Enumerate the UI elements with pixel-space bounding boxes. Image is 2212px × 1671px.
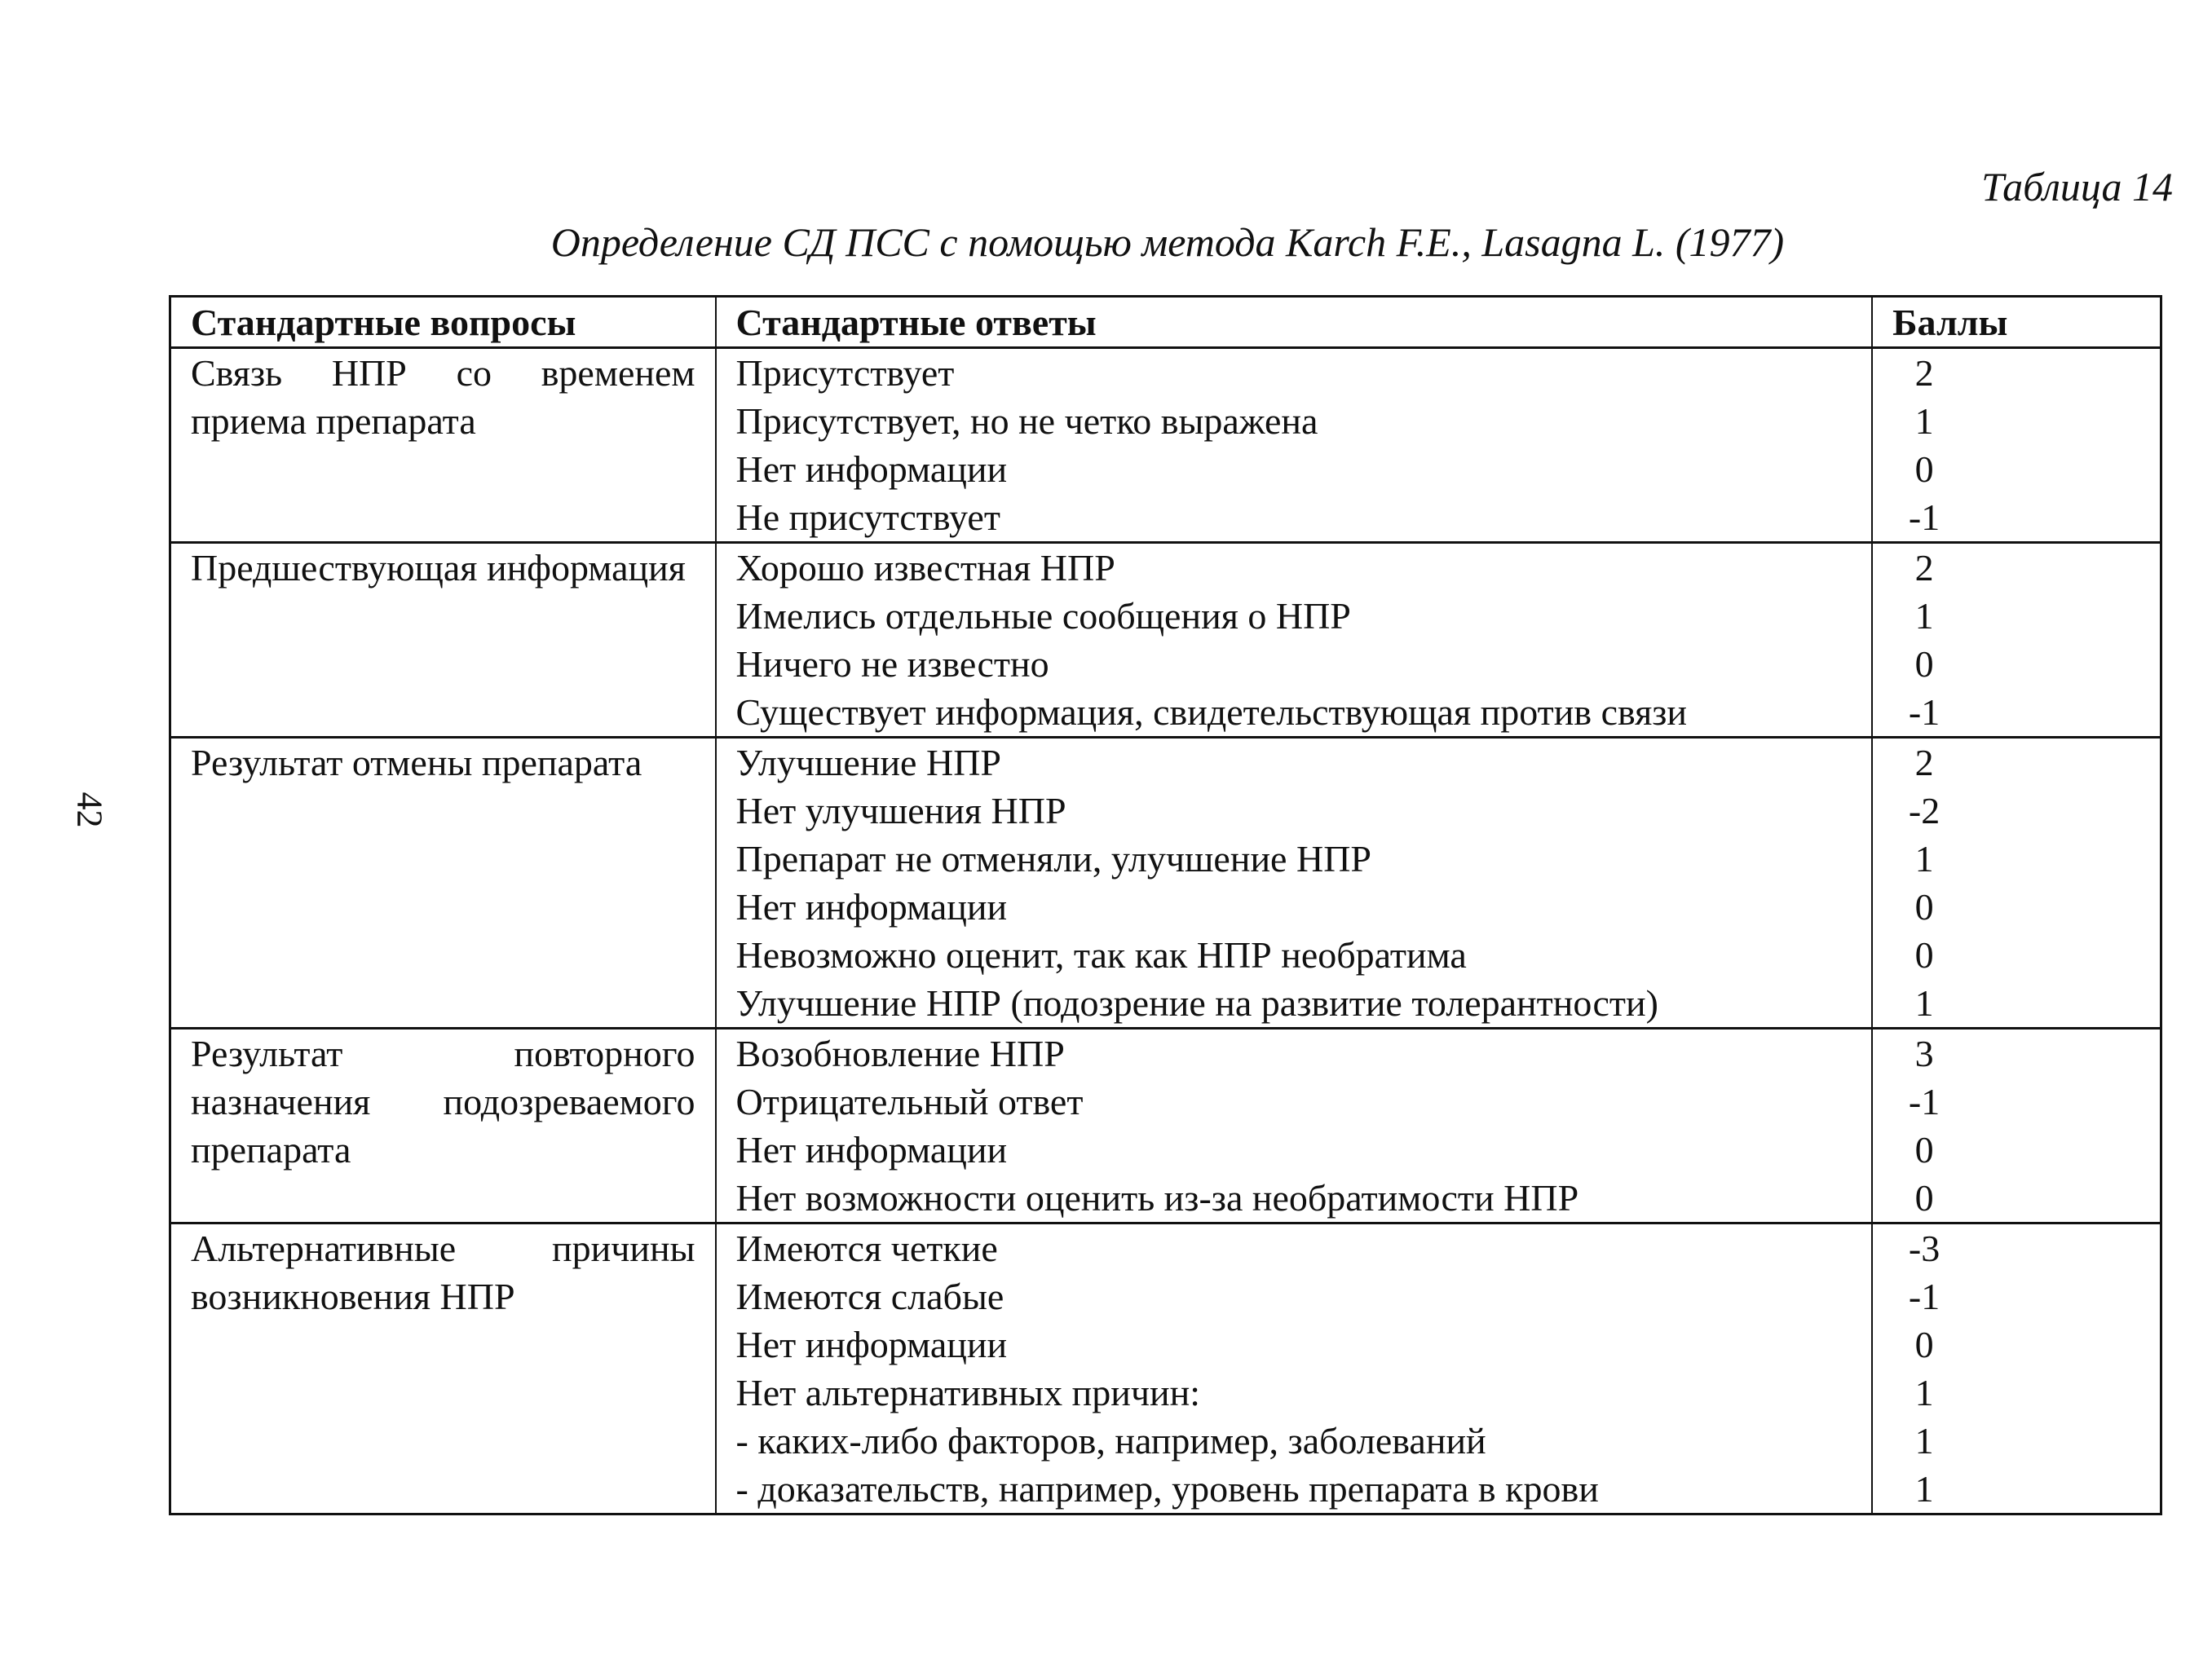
- header-answer: Стандартные ответы: [716, 297, 1873, 348]
- table-row: [170, 1223, 2161, 1514]
- table-row: [170, 738, 2161, 1029]
- answer-text: Присутствует: [735, 352, 955, 394]
- answer-text: Существует информация, свидетельствующая против связи: [735, 691, 1688, 733]
- table-row: [170, 348, 2161, 543]
- score-value: 0: [1914, 1129, 1934, 1171]
- answer-text: Не присутствует: [735, 496, 1000, 538]
- score-value: 1: [1914, 1420, 1934, 1462]
- question-group: [170, 348, 2161, 543]
- table-label: Таблица 14: [1981, 164, 2173, 209]
- answers-cell: [716, 1223, 1873, 1514]
- score-value: 0: [1914, 934, 1934, 976]
- answers-cell: [716, 543, 1873, 738]
- score-value: 0: [1914, 448, 1934, 490]
- score-value: 0: [1914, 1324, 1934, 1365]
- answer-text: Улучшение НПР (подозрение на развитие толерантности): [735, 982, 1658, 1024]
- score-value: -1: [1908, 1276, 1940, 1317]
- answer-text: Нет информации: [735, 1129, 1008, 1171]
- score-value: -1: [1908, 691, 1940, 733]
- page-number: 42: [69, 791, 110, 828]
- question-cell: Результат повторного назначения подозреваемого препарата: [170, 1029, 716, 1223]
- score-value: 0: [1914, 643, 1934, 685]
- header-score: Баллы: [1872, 297, 2161, 348]
- score-value: 3: [1914, 1033, 1934, 1074]
- answer-text: Присутствует, но не четко выражена: [735, 400, 1318, 442]
- answer-text: Нет улучшения НПР: [735, 790, 1066, 831]
- answer-text: Имелись отдельные сообщения о НПР: [735, 595, 1351, 637]
- question-cell: Альтернативные причины возникновения НПР: [170, 1223, 716, 1514]
- answer-text: Ничего не известно: [735, 643, 1049, 685]
- answer-text: Невозможно оценит, так как НПР необратима: [735, 934, 1467, 976]
- score-value: 0: [1914, 1177, 1934, 1219]
- score-value: -1: [1908, 496, 1940, 538]
- header-question: Стандартные вопросы: [170, 297, 716, 348]
- answer-text: Нет информации: [735, 886, 1008, 928]
- causality-table: [169, 295, 2162, 1515]
- table-row: [170, 543, 2161, 738]
- score-value: -1: [1908, 1081, 1940, 1122]
- answer-text: - каких-либо факторов, например, заболеваний: [735, 1420, 1486, 1462]
- answers-cell: [716, 1029, 1873, 1223]
- score-value: 1: [1914, 1372, 1934, 1413]
- score-value: 1: [1914, 838, 1934, 880]
- score-value: 1: [1914, 400, 1934, 442]
- table-caption: Определение СД ПСС с помощью метода Karch F.E., Lasagna L. (1977): [550, 219, 1785, 265]
- answer-text: Имеются четкие: [735, 1228, 998, 1269]
- score-value: 2: [1914, 742, 1934, 783]
- scores-cell: [1872, 543, 2161, 738]
- scores-cell: [1872, 1029, 2161, 1223]
- answer-text: Препарат не отменяли, улучшение НПР: [735, 838, 1371, 880]
- question-group: [170, 1223, 2161, 1514]
- score-value: 2: [1914, 547, 1934, 589]
- score-value: 1: [1914, 595, 1934, 637]
- scores-cell: [1872, 738, 2161, 1029]
- answer-text: - доказательств, например, уровень препарата в крови: [735, 1468, 1599, 1510]
- question-cell: Связь НПР со временем приема препарата: [170, 348, 716, 543]
- table-header-row: [170, 297, 2161, 348]
- answer-text: Отрицательный ответ: [735, 1081, 1084, 1122]
- answer-text: Нет информации: [735, 1324, 1008, 1365]
- score-value: 0: [1914, 886, 1934, 928]
- answer-text: Нет возможности оценить из-за необратимости НПР: [735, 1177, 1579, 1219]
- answers-cell: [716, 348, 1873, 543]
- answer-text: Хорошо известная НПР: [735, 547, 1115, 589]
- answer-text: Возобновление НПР: [735, 1033, 1065, 1074]
- question-group: [170, 738, 2161, 1029]
- question-group: [170, 1029, 2161, 1223]
- score-value: -3: [1908, 1228, 1940, 1269]
- answer-text: Нет альтернативных причин:: [735, 1372, 1200, 1413]
- answer-text: Улучшение НПР: [735, 742, 1001, 783]
- answer-text: Нет информации: [735, 448, 1008, 490]
- scores-cell: [1872, 348, 2161, 543]
- question-group: [170, 543, 2161, 738]
- answer-text: Имеются слабые: [735, 1276, 1004, 1317]
- score-value: 2: [1914, 352, 1934, 394]
- answers-cell: [716, 738, 1873, 1029]
- table-row: [170, 1029, 2161, 1223]
- question-cell: Предшествующая информация: [170, 543, 716, 738]
- score-value: -2: [1908, 790, 1940, 831]
- question-cell: Результат отмены препарата: [170, 738, 716, 1029]
- score-value: 1: [1914, 1468, 1934, 1510]
- scores-cell: [1872, 1223, 2161, 1514]
- score-value: 1: [1914, 982, 1934, 1024]
